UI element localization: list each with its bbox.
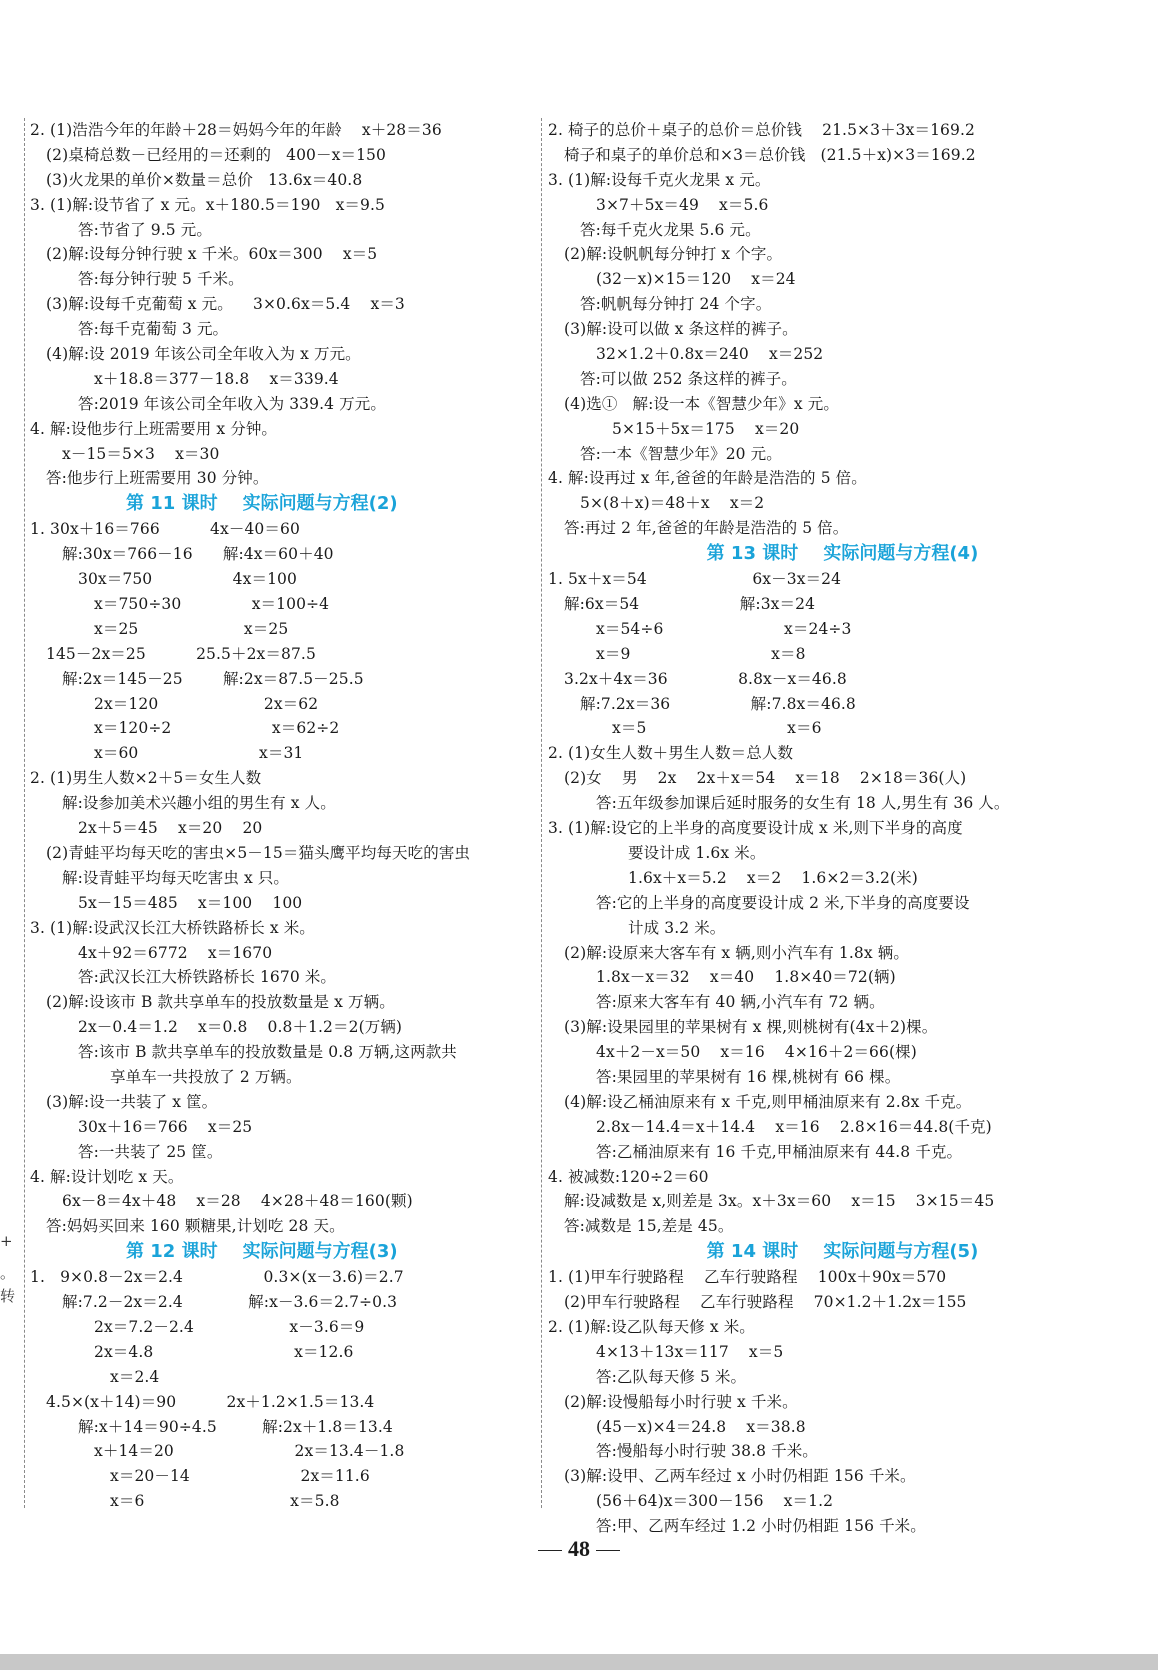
answer-line: 答:它的上半身的高度要设计成 2 米,下半身的高度要设 xyxy=(596,893,970,912)
answer-line: x＝60 x＝31 xyxy=(94,744,304,763)
answer-line: 答:每分钟行驶 5 千米。 xyxy=(78,270,244,289)
answer-line: (2)解:设该市 B 款共享单车的投放数量是 x 万辆。 xyxy=(46,993,395,1012)
answer-line: 解:7.2－2x＝2.4 解:x－3.6＝2.7÷0.3 xyxy=(62,1293,398,1312)
answer-line: 答:妈妈买回来 160 颗糖果,计划吃 28 天。 xyxy=(46,1217,345,1236)
answer-line: 2x－0.4＝1.2 x＝0.8 0.8＋1.2＝2(万辆) xyxy=(78,1018,403,1037)
answer-line: 解:设青蛙平均每天吃害虫 x 只。 xyxy=(62,868,290,887)
answer-line: x＝9 x＝8 xyxy=(596,644,806,663)
answer-line: 解:30x＝766－16 解:4x＝60＋40 xyxy=(62,545,334,564)
answer-line: 答:慢船每小时行驶 38.8 千米。 xyxy=(596,1442,818,1461)
bottom-bar xyxy=(0,1654,1158,1670)
lesson-heading: 第 12 课时 实际问题与方程(3) xyxy=(126,1241,398,1263)
answer-line: 4. 解:设计划吃 x 天。 xyxy=(30,1167,184,1186)
answer-line: 2. (1)解:设乙队每天修 x 米。 xyxy=(548,1317,755,1336)
answer-line: 3. (1)解:设它的上半身的高度要设计成 x 米,则下半身的高度 xyxy=(548,819,963,838)
answer-line: 答:甲、乙两车经过 1.2 小时仍相距 156 千米。 xyxy=(596,1517,926,1536)
answer-line: 4×13＋13x＝117 x＝5 xyxy=(596,1342,784,1361)
answer-line: (3)解:设一共装了 x 筐。 xyxy=(46,1092,218,1111)
answer-line: (2)桌椅总数－已经用的＝还剩的 400－x＝150 xyxy=(46,145,386,164)
answer-line: 答:武汉长江大桥铁路桥长 1670 米。 xyxy=(78,968,337,987)
answer-line: 答:帆帆每分钟打 24 个字。 xyxy=(580,295,772,314)
answer-line: 答:该市 B 款共享单车的投放数量是 0.8 万辆,这两款共 xyxy=(78,1043,457,1062)
answer-line: x＝750÷30 x＝100÷4 xyxy=(94,595,330,614)
answer-line: 32×1.2＋0.8x＝240 x＝252 xyxy=(596,345,824,364)
answer-line: 计成 3.2 米。 xyxy=(628,918,726,937)
answer-line: 答:减数是 15,差是 45。 xyxy=(564,1217,734,1236)
answer-line: (32－x)×15＝120 x＝24 xyxy=(596,270,796,289)
column-divider xyxy=(541,118,542,1508)
answer-line: 1. 30x＋16＝766 4x－40＝60 xyxy=(30,520,300,539)
answer-line: (2)甲车行驶路程 乙车行驶路程 70×1.2＋1.2x＝155 xyxy=(564,1293,967,1312)
answer-line: 椅子和桌子的单价总和×3＝总价钱 (21.5＋x)×3＝169.2 xyxy=(564,145,976,164)
answer-line: x＝20－14 2x＝11.6 xyxy=(110,1467,370,1486)
answer-line: 答:2019 年该公司全年收入为 339.4 万元。 xyxy=(78,394,386,413)
answer-line: 3×7＋5x＝49 x＝5.6 xyxy=(596,195,769,214)
answer-line: (3)解:设每千克葡萄 x 元。 3×0.6x＝5.4 x＝3 xyxy=(46,295,405,314)
page-footer xyxy=(0,1536,1158,1562)
answer-line: 答:每千克葡萄 3 元。 xyxy=(78,320,229,339)
edge-mark: + xyxy=(0,1232,13,1250)
answer-line: (2)解:设每分钟行驶 x 千米。60x＝300 x＝5 xyxy=(46,245,378,264)
answer-line: 2. 椅子的总价＋桌子的总价＝总价钱 21.5×3＋3x＝169.2 xyxy=(548,121,975,139)
answer-line: 享单车一共投放了 2 万辆。 xyxy=(110,1067,302,1086)
answer-line: 答:乙桶油原来有 16 千克,甲桶油原来有 44.8 千克。 xyxy=(596,1142,963,1161)
answer-line: 2x＝4.8 x＝12.6 xyxy=(94,1342,354,1361)
answer-line: 3. (1)解:设武汉长江大桥铁路桥长 x 米。 xyxy=(30,918,315,937)
answer-line: x＝6 x＝5.8 xyxy=(110,1492,340,1511)
answer-line: 5x－15＝485 x＝100 100 xyxy=(78,893,303,912)
answer-line: 2. (1)浩浩今年的年龄＋28＝妈妈今年的年龄 x＋28＝36 xyxy=(30,121,442,139)
answer-line: (2)解:设慢船每小时行驶 x 千米。 xyxy=(564,1392,798,1411)
answer-line: x＝25 x＝25 xyxy=(94,619,289,638)
answer-line: 答:再过 2 年,爸爸的年龄是浩浩的 5 倍。 xyxy=(564,519,849,538)
answer-line: 4x＋2－x＝50 x＝16 4×16＋2＝66(棵) xyxy=(596,1043,917,1062)
answer-line: 答:果园里的苹果树有 16 棵,桃树有 66 棵。 xyxy=(596,1067,901,1086)
answer-line: x＝2.4 xyxy=(110,1367,160,1386)
lesson-heading: 第 11 课时 实际问题与方程(2) xyxy=(126,493,398,515)
answer-line: (3)解:设果园里的苹果树有 x 棵,则桃树有(4x＋2)棵。 xyxy=(564,1018,938,1037)
answer-line: 答:可以做 252 条这样的裤子。 xyxy=(580,369,797,388)
left-column xyxy=(30,118,540,1514)
answer-line: (2)青蛙平均每天吃的害虫×5－15＝猫头鹰平均每天吃的害虫 xyxy=(46,843,471,862)
edge-mark: 。 xyxy=(0,1264,16,1282)
answer-line: 2. (1)女生人数＋男生人数＝总人数 xyxy=(548,744,794,763)
answer-line: 答:五年级参加课后延时服务的女生有 18 人,男生有 36 人。 xyxy=(596,794,1010,813)
answer-line: 3. (1)解:设节省了 x 元。x＋180.5＝190 x＝9.5 xyxy=(30,195,385,214)
answer-line: 答:一共装了 25 筐。 xyxy=(78,1142,223,1161)
answer-line: 4. 被减数:120÷2＝60 xyxy=(548,1167,709,1186)
answer-line: 1. (1)甲车行驶路程 乙车行驶路程 100x＋90x＝570 xyxy=(548,1268,947,1287)
lesson-heading: 第 13 课时 实际问题与方程(4) xyxy=(644,543,979,565)
answer-line: 3.2x＋4x＝36 8.8x－x＝46.8 xyxy=(564,669,847,688)
answer-line: (56＋64)x＝300－156 x＝1.2 xyxy=(596,1492,834,1511)
answer-line: 答:节省了 9.5 元。 xyxy=(78,220,212,239)
answer-line: (45－x)×4＝24.8 x＝38.8 xyxy=(596,1417,806,1436)
lesson-heading: 第 14 课时 实际问题与方程(5) xyxy=(644,1241,979,1263)
answer-line: 2x＋5＝45 x＝20 20 xyxy=(78,819,263,838)
answer-line: (2)女 男 2x 2x＋x＝54 x＝18 2×18＝36(人) xyxy=(564,769,967,788)
answer-line: x－15＝5×3 x＝30 xyxy=(62,444,220,463)
answer-line: (3)火龙果的单价×数量＝总价 13.6x＝40.8 xyxy=(46,170,363,189)
answer-line: 解:2x＝145－25 解:2x＝87.5－25.5 xyxy=(62,669,364,688)
answer-line: 1. 9×0.8－2x＝2.4 0.3×(x－3.6)＝2.7 xyxy=(30,1268,404,1287)
answer-line: 3. (1)解:设每千克火龙果 x 元。 xyxy=(548,170,771,189)
answer-line: (2)解:设原来大客车有 x 辆,则小汽车有 1.8x 辆。 xyxy=(564,943,909,962)
answer-line: (4)解:设 2019 年该公司全年收入为 x 万元。 xyxy=(46,345,361,364)
right-column xyxy=(548,118,1053,1539)
left-margin-rule xyxy=(24,118,25,1508)
answer-line: (3)解:设可以做 x 条这样的裤子。 xyxy=(564,320,798,339)
answer-line: 2x＝7.2－2.4 x－3.6＝9 xyxy=(94,1317,365,1336)
answer-line: x＋18.8＝377－18.8 x＝339.4 xyxy=(94,369,339,388)
answer-line: 1.6x＋x＝5.2 x＝2 1.6×2＝3.2(米) xyxy=(628,868,918,887)
answer-line: 30x＝750 4x＝100 xyxy=(78,570,297,589)
answer-line: 解:x＋14＝90÷4.5 解:2x＋1.8＝13.4 xyxy=(78,1417,393,1436)
answer-line: 4. 解:设他步行上班需要用 x 分钟。 xyxy=(30,419,278,438)
answer-line: 1. 5x＋x＝54 6x－3x＝24 xyxy=(548,570,842,589)
page-number: 48 xyxy=(568,1536,590,1561)
answer-line: 5×15＋5x＝175 x＝20 xyxy=(612,419,800,438)
answer-line: 4x＋92＝6772 x＝1670 xyxy=(78,943,273,962)
answer-line: 4. 解:设再过 x 年,爸爸的年龄是浩浩的 5 倍。 xyxy=(548,469,867,488)
answer-line: 1.8x－x＝32 x＝40 1.8×40＝72(辆) xyxy=(596,968,896,987)
answer-line: 解:设减数是 x,则差是 3x。x＋3x＝60 x＝15 3×15＝45 xyxy=(564,1192,995,1211)
answer-line: 2. (1)男生人数×2＋5＝女生人数 xyxy=(30,769,262,788)
answer-line: 2.8x－14.4＝x＋14.4 x＝16 2.8×16＝44.8(千克) xyxy=(596,1117,992,1136)
answer-line: 解:7.2x＝36 解:7.8x＝46.8 xyxy=(580,694,856,713)
answer-line: 30x＋16＝766 x＝25 xyxy=(78,1117,253,1136)
footer-dash xyxy=(596,1550,620,1551)
answer-line: 解:6x＝54 解:3x＝24 xyxy=(564,595,816,614)
answer-line: 答:他步行上班需要用 30 分钟。 xyxy=(46,469,269,488)
answer-line: (4)解:设乙桶油原来有 x 千克,则甲桶油原来有 2.8x 千克。 xyxy=(564,1092,972,1111)
answer-line: x＝54÷6 x＝24÷3 xyxy=(596,619,852,638)
answer-line: 答:乙队每天修 5 米。 xyxy=(596,1367,747,1386)
answer-line: 6x－8＝4x＋48 x＝28 4×28＋48＝160(颗) xyxy=(62,1192,413,1211)
answer-line: x＝120÷2 x＝62÷2 xyxy=(94,719,340,738)
answer-line: 2x＝120 2x＝62 xyxy=(94,694,319,713)
answer-line: x＋14＝20 2x＝13.4－1.8 xyxy=(94,1442,405,1461)
answer-line: x＝5 x＝6 xyxy=(612,719,822,738)
answer-line: (2)解:设帆帆每分钟打 x 个字。 xyxy=(564,245,783,264)
answer-line: 145－2x＝25 25.5＋2x＝87.5 xyxy=(46,644,316,663)
answer-line: (4)选① 解:设一本《智慧少年》x 元。 xyxy=(564,394,839,413)
footer-dash xyxy=(538,1550,562,1551)
answer-line: 答:一本《智慧少年》20 元。 xyxy=(580,444,782,463)
answer-line: 解:设参加美术兴趣小组的男生有 x 人。 xyxy=(62,794,336,813)
edge-mark: 转 xyxy=(0,1287,16,1305)
answer-line: 4.5×(x＋14)＝90 2x＋1.2×1.5＝13.4 xyxy=(46,1392,375,1411)
answer-line: 答:原来大客车有 40 辆,小汽车有 72 辆。 xyxy=(596,993,885,1012)
answer-line: 答:每千克火龙果 5.6 元。 xyxy=(580,220,761,239)
answer-line: 要设计成 1.6x 米。 xyxy=(628,843,766,862)
answer-line: (3)解:设甲、乙两车经过 x 小时仍相距 156 千米。 xyxy=(564,1467,916,1486)
answer-line: 5×(8＋x)＝48＋x x＝2 xyxy=(580,494,765,513)
